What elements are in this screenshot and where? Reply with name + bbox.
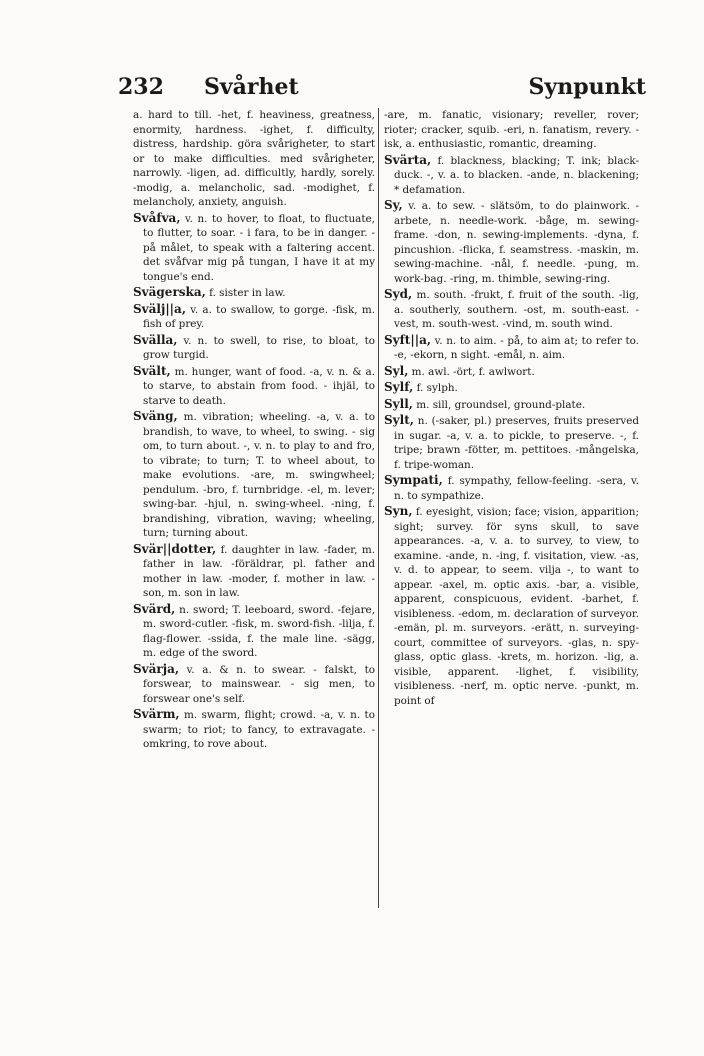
headword: Sy,: [384, 198, 403, 212]
dictionary-entry: [133, 302, 375, 332]
entry-text: a. hard to till. -het, f. heaviness, greatness, enormity, hardness. -ighet, f. difficulty, distress, hardship. göra svårigheter, to start or to make difficulties. med svårigheter, narrowly. -ligen, ad. difficultly, hardly, sorely. -modig, a. melancholic, sad. -modighet, f. melancholy, anxiety, anguish.: [133, 109, 375, 208]
headword: Svärd,: [133, 601, 176, 616]
headword: Svärm,: [133, 707, 180, 721]
left-guide-word: Svårhet: [204, 74, 299, 100]
column-divider: [378, 108, 379, 908]
entry-text: v. n. to hover, to float, to fluctuate, to flutter, to soar. - i fara, to be in danger. - på målet, to speak with a faltering accent. det svåfvar mig på tungan, I have it at my tongue's end.: [143, 212, 375, 283]
headword: Syn,: [384, 504, 413, 518]
dictionary-entry: [384, 153, 639, 198]
dictionary-entry: [133, 662, 375, 707]
dictionary-entry: [384, 287, 639, 332]
entry-text: f. blackness, blacking; T. ink; black-duck. -, v. a. to blacken. -ande, n. blackening; * defamation.: [394, 154, 639, 196]
dictionary-entry: [133, 707, 375, 752]
entry-text: -are, m. fanatic, visionary; reveller, rover; rioter; cracker, squib. -eri, n. fanatism, revery. -isk, a. enthusiastic, romantic, dreaming.: [384, 109, 639, 150]
headword: Svälj||a,: [133, 301, 186, 316]
entry-text: m. hunger, want of food. -a, v. n. & a. to starve, to abstain from food. - ihjäl, to starve to death.: [143, 365, 375, 407]
dictionary-entry: [133, 333, 375, 363]
entry-text: m. south. -frukt, f. fruit of the south. -lig, a. southerly, southern. -ost, m. south-east. -vest, m. south-west. -vind, m. south wind.: [394, 289, 639, 330]
headword: Svägerska,: [133, 285, 206, 299]
continued-entry: [384, 108, 639, 152]
headword: Svält,: [133, 363, 171, 378]
headword: Syft||a,: [384, 332, 432, 347]
left-column: [133, 108, 375, 753]
entry-text: f. sylph.: [413, 382, 458, 394]
dictionary-entry: [384, 504, 639, 708]
entry-text: n. (-saker, pl.) preserves, fruits preserved in sugar. -a, v. a. to pickle, to preserve. -, f. tripe; brawn -fötter, m. pettitoes. -mångelska, f. tripe-woman.: [394, 415, 639, 471]
right-column: [384, 108, 639, 709]
entry-text: m. vibration; wheeling. -a, v. a. to brandish, to wave, to wheel, to swing. - sig om, to turn about. -, v. n. to play to and fro, to vibrate; to turn; T. to wheel about, to make evolutions. -are, m. swingwheel; pendulum. -bro, f. turnbridge. -el, m. lever; swing-bar. -hjul, n. swing-wheel. -ning, f. brandishing, vibration, waving; wheeling, turn; turning about.: [143, 411, 375, 539]
headword: Sylf,: [384, 380, 414, 394]
dictionary-entry: [133, 364, 375, 409]
entry-text: f. sympathy, fellow-feeling. -sera, v. n. to sympathize.: [394, 475, 639, 502]
entry-text: v. n. to aim. - på, to aim at; to refer to. -e, -ekorn, n sight. -emål, n. aim.: [394, 334, 639, 361]
headword: Sylt,: [384, 413, 414, 427]
headword: Sväng,: [133, 409, 178, 423]
entry-text: f. daughter in law. -fader, m. father in law. -föräldrar, pl. father and mother in law. -moder, f. mother in law. -son, m. son in law.: [143, 543, 375, 599]
dictionary-entry: [133, 409, 375, 541]
page-header: [118, 74, 646, 104]
headword: Syl,: [384, 363, 409, 378]
dictionary-entry: [384, 473, 639, 503]
headword: Svär||dotter,: [133, 541, 217, 556]
entry-text: m. awl. -ört, f. awlwort.: [408, 365, 535, 378]
entry-text: v. a. to swallow, to gorge. -fisk, m. fish of prey.: [143, 303, 375, 330]
dictionary-entry: [384, 198, 639, 286]
entry-text: v. a. & n. to swear. - falskt, to forswear, to mainswear. - sig men, to forswear one's self.: [143, 663, 375, 705]
dictionary-entry: [133, 542, 375, 601]
entry-text: m. sill, groundsel, ground-plate.: [412, 398, 586, 411]
page-number: 232: [118, 74, 164, 100]
entry-text: f. sister in law.: [205, 287, 286, 299]
entry-text: n. sword; T. leeboard, sword. -fejare, m. sword-cutler. -fisk, m. sword-fish. -lilja, f. flag-flower. -ssida, f. the male line. -sägg, m. edge of the sword.: [143, 603, 375, 659]
headword: Svälla,: [133, 332, 178, 347]
dictionary-entry: [133, 602, 375, 661]
continued-entry: [133, 108, 375, 210]
entry-text: f. eyesight, vision; face; vision, apparition; sight; survey. för syns skull, to save appearances. -a, v. a. to survey, to view, to examine. -ande, n. -ing, f. visitation, view. -as, v. d. to appear, to seem. vilja -, to want to appear. -axel, m. optic axis. -bar, a. visible, apparent, conspicuous, evident. -barhet, f. visibleness. -edom, m. declaration of surveyor. -emän, pl. m. surveyors. -erätt, n. surveying-court, committee of surveyors. -glas, n. spy-glass, optic glass. -krets, m. horizon. -lig, a. visible, apparent. -lighet, f. visibility, visibleness. -nerf, m. optic nerve. -punkt, m. point of: [394, 506, 639, 707]
headword: Svåfva,: [133, 210, 181, 225]
headword: Svärta,: [384, 152, 432, 167]
headword: Syd,: [384, 287, 413, 301]
entry-text: v. n. to swell, to rise, to bloat, to grow turgid.: [143, 334, 375, 361]
dictionary-entry: [133, 211, 375, 285]
dictionary-entry: [384, 364, 639, 380]
dictionary-entry: [384, 380, 639, 396]
dictionary-entry: [384, 413, 639, 472]
headword: Svärja,: [133, 661, 180, 676]
entry-text: v. a. to sew. - slätsöm, to do plainwork. -arbete, n. needle-work. -båge, m. sewing-frame. -don, n. sewing-implements. -dyna, f. pincushion. -flicka, f. seamstress. -maskin, m. sewing-machine. -nål, f. needle. -pung, m. work-bag. -ring, m. thimble, sewing-ring.: [394, 200, 639, 285]
dictionary-entry: [384, 397, 639, 413]
dictionary-entry: [133, 285, 375, 301]
right-guide-word: Synpunkt: [528, 74, 646, 100]
headword: Sympati,: [384, 473, 443, 487]
entry-text: m. swarm, flight; crowd. -a, v. n. to swarm; to riot; to fancy, to extravagate. - omkring, to rove about.: [143, 709, 375, 750]
dictionary-entry: [384, 333, 639, 363]
headword: Syll,: [384, 396, 413, 411]
